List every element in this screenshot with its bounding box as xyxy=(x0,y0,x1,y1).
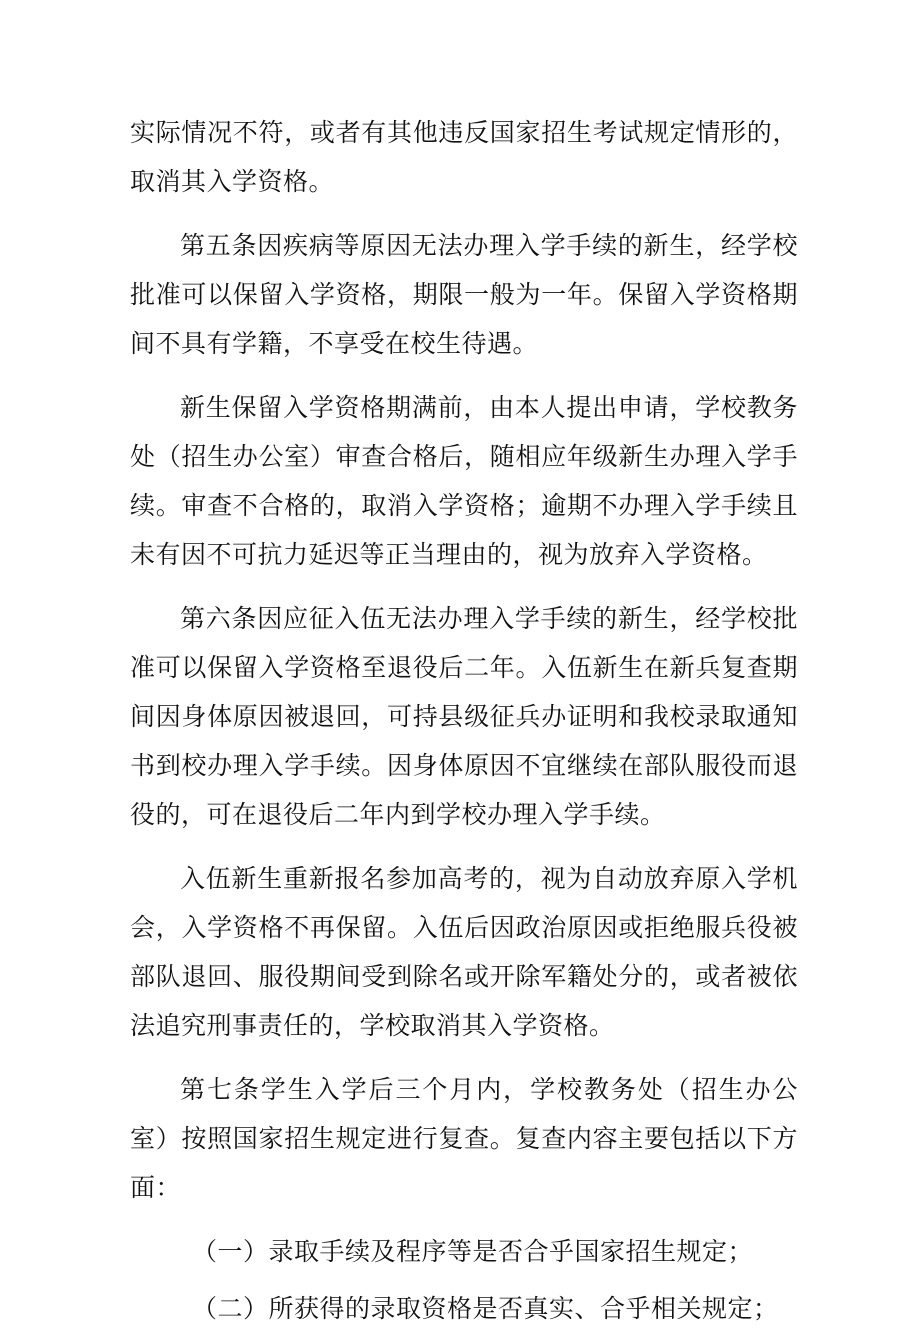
list-item-2: （二）所获得的录取资格是否真实、合乎相关规定； xyxy=(192,1294,779,1323)
paragraph-article-5: 第五条因疾病等原因无法办理入学手续的新生，经学校批准可以保留入学资格，期限一般为一年。保留入学资格期间不具有学籍，不享受在校生待遇。 xyxy=(130,231,798,358)
paragraph-enlisted-students: 入伍新生重新报名参加高考的，视为自动放弃原入学机会，入学资格不再保留。入伍后因政治原因或拒绝服兵役被部队退回、服役期间受到除名或开除军籍处分的，或者被依法追究刑事责任的，学校取消其入学资格。 xyxy=(130,864,798,1040)
paragraph-article-7: 第七条学生入学后三个月内，学校教务处（招生办公室）按照国家招生规定进行复查。复查内容主要包括以下方面： xyxy=(130,1075,798,1202)
list-item-1: （一）录取手续及程序等是否合乎国家招生规定； xyxy=(192,1237,754,1266)
paragraph-retention-expiry: 新生保留入学资格期满前，由本人提出申请，学校教务处（招生办公室）审查合格后，随相应年级新生办理入学手续。审查不合格的，取消入学资格；逾期不办理入学手续且未有因不可抗力延迟等正当理由的，视为放弃入学资格。 xyxy=(130,393,798,569)
paragraph-continuation: 实际情况不符，或者有其他违反国家招生考试规定情形的，取消其入学资格。 xyxy=(130,118,798,196)
paragraph-article-6: 第六条因应征入伍无法办理入学手续的新生，经学校批准可以保留入学资格至退役后二年。入伍新生在新兵复查期间因身体原因被退回，可持县级征兵办证明和我校录取通知书到校办理入学手续。因身体原因不宜继续在部队服役而退役的，可在退役后二年内到学校办理入学手续。 xyxy=(130,604,798,829)
document-body xyxy=(130,108,798,1341)
